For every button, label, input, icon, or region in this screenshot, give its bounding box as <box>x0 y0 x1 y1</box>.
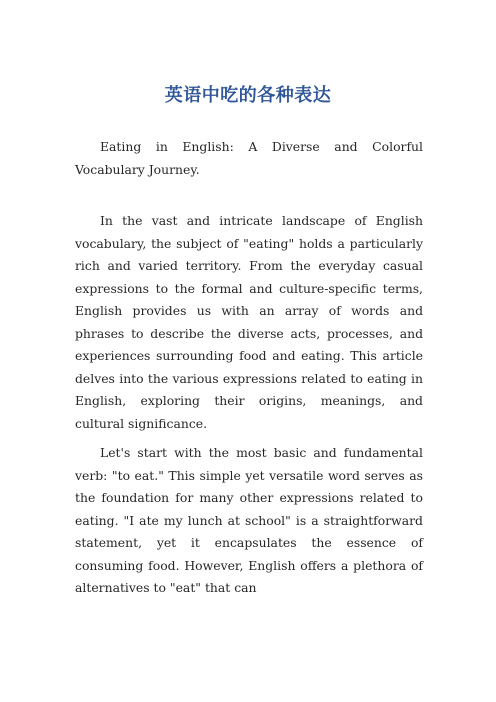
paragraph-intro <box>75 136 423 181</box>
paragraph-basic-verb <box>75 442 423 600</box>
paragraph-basic-verb-text: Let's start with the most basic and fundamental verb: "to eat." This simple yet versatile word serves as the foundation for many other expressions related to eating. "I ate my lunch at school" is a straightforward statement, yet it encapsulates the essence of consuming food. However, English offers a plethora of alternatives to "eat" that can <box>75 445 423 595</box>
document-title: 英语中吃的各种表达 <box>164 85 332 106</box>
paragraph-overview <box>75 210 423 435</box>
paragraph-overview-text: In the vast and intricate landscape of English vocabulary, the subject of "eating" holds a particularly rich and varied territory. From the everyday casual expressions to the formal and culture-specific terms, English provides us with an array of words and phrases to describe the diverse acts, processes, and experiences surrounding food and eating. This article delves into the various expressions related to eating in English, exploring their origins, meanings, and cultural significance. <box>75 213 423 431</box>
paragraph-intro-text: Eating in English: A Diverse and Colorful Vocabulary Journey. <box>75 139 423 177</box>
